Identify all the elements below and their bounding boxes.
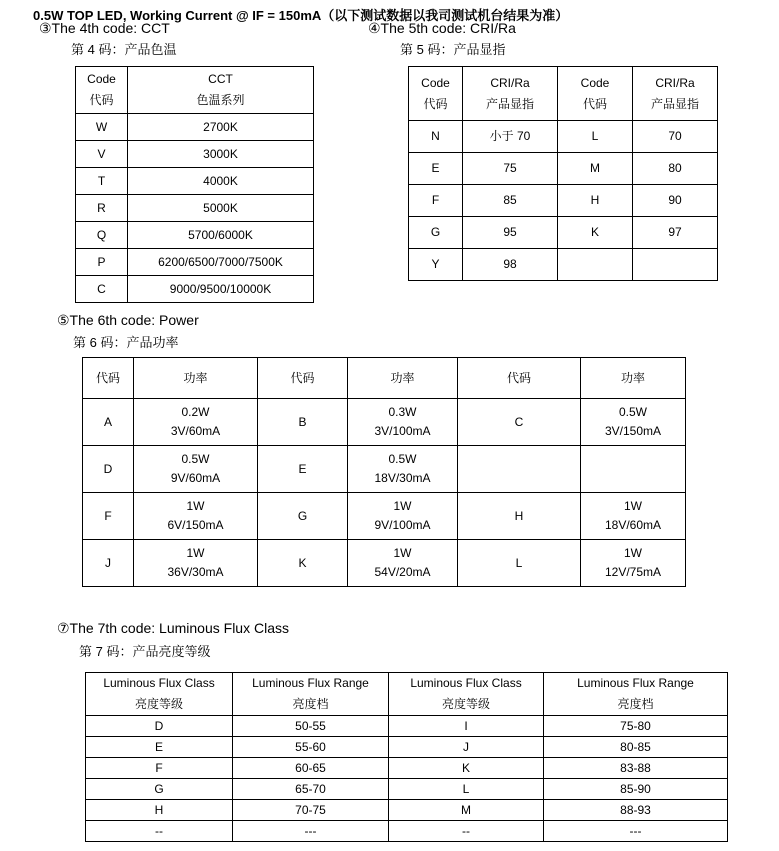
table-cell — [558, 217, 633, 249]
section-flux-title: ⑦The 7th code: Luminous Flux Class — [57, 620, 289, 636]
table-cell — [83, 446, 134, 493]
table-cell — [581, 540, 686, 587]
table-cell — [348, 446, 458, 493]
header-line: Code — [580, 75, 610, 90]
header-line: 功率 — [620, 370, 645, 385]
header-line: Luminous Flux Class — [410, 676, 522, 690]
power-table — [82, 357, 686, 587]
cell-line: 98 — [503, 257, 517, 271]
cell-line: L — [462, 781, 470, 796]
table-header-cell — [83, 358, 134, 399]
cell-line: 80 — [668, 161, 682, 175]
table-cell — [389, 821, 544, 842]
cell-line: 9000/9500/10000K — [169, 281, 272, 296]
cell-line: --- — [629, 823, 642, 838]
table-cell — [409, 121, 463, 153]
table-row — [76, 276, 314, 303]
section-flux-subtitle: 第 7 码：产品亮度等级 — [79, 644, 211, 659]
section-cri-subtitle: 第 5 码：产品显指 — [400, 42, 506, 57]
cell-line: 88-93 — [620, 802, 651, 817]
cell-line: D — [103, 461, 113, 476]
table-cell — [76, 168, 128, 195]
cell-line: P — [97, 254, 106, 269]
header-line: 代码 — [506, 370, 531, 385]
table-cell — [128, 141, 314, 168]
table-cell — [463, 185, 558, 217]
cell-line: 1W — [186, 499, 205, 513]
table-cell — [86, 821, 233, 842]
cell-line: J — [463, 739, 469, 754]
cell-line: 0.2W — [181, 405, 210, 419]
cell-line: 2700K — [203, 119, 238, 134]
cell-line: 70 — [668, 129, 682, 143]
table-cell — [544, 821, 728, 842]
cell-line: G — [430, 225, 441, 239]
table-header-cell — [76, 67, 128, 114]
header-line: Luminous Flux Class — [103, 676, 215, 690]
cell-line: 70-75 — [295, 802, 326, 817]
page-title: 0.5W TOP LED, Working Current @ IF = 150mA（以下测试数据以我司测试机台结果为准） — [33, 8, 569, 23]
table-cell — [633, 217, 718, 249]
table-cell — [76, 114, 128, 141]
table-header-cell — [458, 358, 581, 399]
cell-line: E — [154, 739, 163, 754]
table-cell — [463, 249, 558, 281]
table-cell — [76, 249, 128, 276]
cell-line: 9V/60mA — [170, 471, 221, 485]
table-cell — [134, 399, 258, 446]
cell-line: 6200/6500/7000/7500K — [158, 254, 283, 269]
table-cell — [86, 800, 233, 821]
cell-line: I — [464, 718, 468, 733]
table-row — [86, 758, 728, 779]
table-cell — [128, 114, 314, 141]
cell-line: 36V/30mA — [167, 565, 224, 579]
table-cell — [558, 121, 633, 153]
table-row — [76, 114, 314, 141]
cell-line: 3V/60mA — [170, 424, 221, 438]
cell-line: 5000K — [203, 200, 238, 215]
cell-line: M — [590, 161, 600, 175]
header-line: 色温系列 — [196, 93, 245, 107]
table-header-cell — [544, 673, 728, 716]
table-cell — [128, 195, 314, 222]
table-cell — [76, 222, 128, 249]
cell-line: F — [155, 760, 163, 775]
cct-table-container — [75, 66, 314, 303]
cell-line: 3V/150mA — [604, 424, 662, 438]
cell-line: Y — [431, 257, 440, 271]
table-cell — [544, 758, 728, 779]
cell-line: K — [298, 555, 307, 570]
table-header-cell — [134, 358, 258, 399]
table-cell — [233, 716, 389, 737]
cct-table — [75, 66, 314, 303]
cell-line: 1W — [186, 546, 205, 560]
table-row — [86, 800, 728, 821]
cell-line: G — [154, 781, 164, 796]
cell-line: N — [431, 129, 440, 143]
header-line: 亮度档 — [617, 697, 654, 711]
table-cell — [409, 185, 463, 217]
cell-line: Q — [96, 227, 107, 242]
table-header-row — [409, 67, 718, 121]
table-row — [409, 217, 718, 249]
section-cri-title: ④The 5th code: CRI/Ra — [368, 20, 516, 36]
table-row — [83, 493, 686, 540]
header-line: 代码 — [582, 96, 607, 111]
cell-line: H — [154, 802, 164, 817]
cell-line: 85-90 — [620, 781, 651, 796]
cell-line: D — [154, 718, 164, 733]
table-cell — [389, 800, 544, 821]
cell-line: 1W — [393, 499, 412, 513]
table-cell — [258, 446, 348, 493]
cell-line: 65-70 — [295, 781, 326, 796]
cell-line: B — [298, 414, 307, 429]
table-cell — [134, 493, 258, 540]
cell-line: 60-65 — [295, 760, 326, 775]
header-line: Luminous Flux Range — [577, 676, 694, 690]
table-row — [76, 141, 314, 168]
table-cell — [633, 121, 718, 153]
cell-line: F — [431, 193, 440, 207]
header-line: 亮度档 — [292, 697, 329, 711]
table-header-cell — [233, 673, 389, 716]
header-line: Luminous Flux Range — [252, 676, 369, 690]
cell-line: -- — [462, 823, 470, 838]
cell-line: C — [97, 281, 106, 296]
cell-line: 4000K — [203, 173, 238, 188]
table-row — [76, 195, 314, 222]
cell-line: H — [590, 193, 600, 207]
cell-line: 55-60 — [295, 739, 326, 754]
section-cct-title: ③The 4th code: CCT — [39, 20, 170, 36]
header-line: CRI/Ra — [655, 75, 695, 90]
cell-line: K — [461, 760, 470, 775]
cell-line: 0.3W — [388, 405, 417, 419]
cell-line: 6V/150mA — [167, 518, 224, 532]
cell-line: 小于 70 — [489, 129, 531, 143]
table-cell — [409, 217, 463, 249]
cell-line: E — [431, 161, 440, 175]
table-header-cell — [463, 67, 558, 121]
cell-line: 1W — [624, 546, 642, 560]
table-cell — [463, 121, 558, 153]
table-cell — [409, 153, 463, 185]
table-cell — [458, 399, 581, 446]
table-row — [83, 540, 686, 587]
table-cell — [128, 222, 314, 249]
table-header-row — [86, 673, 728, 716]
table-cell — [76, 195, 128, 222]
table-cell — [76, 276, 128, 303]
cell-line: 75 — [503, 161, 517, 175]
table-row — [76, 222, 314, 249]
cell-line: 95 — [503, 225, 517, 239]
cell-line: 3000K — [203, 146, 238, 161]
cell-line: 3V/100mA — [374, 424, 431, 438]
cell-line: 1W — [624, 499, 642, 513]
table-cell — [458, 540, 581, 587]
table-cell — [389, 716, 544, 737]
cell-line: L — [515, 555, 523, 570]
table-cell — [86, 758, 233, 779]
cell-line: 18V/30mA — [374, 471, 431, 485]
table-cell — [389, 779, 544, 800]
cell-line: 83-88 — [620, 760, 651, 775]
table-cell — [458, 446, 581, 493]
table-row — [86, 779, 728, 800]
header-line: 亮度等级 — [134, 697, 183, 711]
cell-line: C — [514, 414, 524, 429]
cell-line: F — [104, 508, 112, 523]
table-row — [86, 737, 728, 758]
table-cell — [134, 540, 258, 587]
header-line: Code — [87, 72, 116, 86]
table-header-cell — [581, 358, 686, 399]
cell-line: 0.5W — [618, 405, 647, 419]
header-line: CRI/Ra — [490, 75, 530, 90]
cell-line: A — [103, 414, 112, 429]
table-cell — [633, 153, 718, 185]
header-line: 产品显指 — [485, 96, 534, 111]
table-cell — [348, 540, 458, 587]
power-table-container — [82, 357, 686, 587]
table-cell — [558, 185, 633, 217]
table-cell — [86, 716, 233, 737]
table-header-cell — [389, 673, 544, 716]
flux-table-container — [85, 672, 728, 842]
table-cell — [463, 153, 558, 185]
table-cell — [258, 399, 348, 446]
table-cell — [581, 493, 686, 540]
cell-line: L — [591, 129, 599, 143]
table-cell — [409, 249, 463, 281]
table-cell — [233, 779, 389, 800]
section-cct-subtitle: 第 4 码：产品色温 — [71, 42, 177, 57]
cell-line: --- — [304, 823, 317, 838]
table-cell — [83, 399, 134, 446]
cell-line: 50-55 — [295, 718, 326, 733]
table-cell — [633, 249, 718, 281]
table-cell — [128, 249, 314, 276]
table-cell — [544, 800, 728, 821]
table-row — [409, 121, 718, 153]
table-header-cell — [128, 67, 314, 114]
table-row — [86, 821, 728, 842]
table-header-row — [83, 358, 686, 399]
section-power-subtitle: 第 6 码：产品功率 — [73, 335, 179, 350]
table-cell — [348, 493, 458, 540]
header-line: 代码 — [290, 370, 315, 385]
cell-line: 0.5W — [181, 452, 210, 466]
table-cell — [86, 737, 233, 758]
table-cell — [128, 276, 314, 303]
table-header-cell — [86, 673, 233, 716]
cell-line: T — [97, 173, 106, 188]
table-cell — [86, 779, 233, 800]
table-cell — [458, 493, 581, 540]
header-line: 代码 — [95, 370, 120, 385]
table-cell — [544, 716, 728, 737]
table-row — [409, 185, 718, 217]
table-header-cell — [409, 67, 463, 121]
table-cell — [258, 540, 348, 587]
table-cell — [463, 217, 558, 249]
header-line: 功率 — [183, 370, 208, 385]
cell-line: 80-85 — [620, 739, 651, 754]
cell-line: R — [97, 200, 106, 215]
table-cell — [76, 141, 128, 168]
table-cell — [233, 737, 389, 758]
cell-line: 5700/6000K — [188, 227, 253, 242]
cell-line: G — [297, 508, 308, 523]
table-header-row — [76, 67, 314, 114]
header-line: Code — [421, 75, 450, 90]
table-cell — [233, 758, 389, 779]
table-row — [83, 399, 686, 446]
cell-line: 97 — [668, 225, 682, 239]
cell-line: W — [95, 119, 108, 134]
table-cell — [558, 249, 633, 281]
cell-line: M — [461, 802, 471, 817]
cell-line: J — [105, 555, 111, 570]
cell-line: 75-80 — [620, 718, 651, 733]
table-row — [76, 168, 314, 195]
cell-line: 1W — [393, 546, 412, 560]
table-cell — [544, 779, 728, 800]
cell-line: V — [97, 146, 106, 161]
cell-line: -- — [155, 823, 163, 838]
table-row — [83, 446, 686, 493]
table-cell — [581, 446, 686, 493]
cell-line: 18V/60mA — [604, 518, 662, 532]
cell-line: 54V/20mA — [374, 565, 431, 579]
table-row — [409, 153, 718, 185]
table-row — [76, 249, 314, 276]
header-line: 代码 — [423, 96, 448, 111]
header-line: CCT — [208, 72, 233, 86]
header-line: 产品显指 — [650, 96, 699, 111]
cri-table — [408, 66, 718, 281]
table-cell — [633, 185, 718, 217]
cell-line: 12V/75mA — [604, 565, 662, 579]
table-cell — [544, 737, 728, 758]
cell-line: 0.5W — [388, 452, 417, 466]
table-cell — [233, 800, 389, 821]
table-header-cell — [558, 67, 633, 121]
cell-line: K — [590, 225, 599, 239]
table-header-cell — [258, 358, 348, 399]
cell-line: 90 — [668, 193, 682, 207]
table-cell — [348, 399, 458, 446]
table-cell — [83, 540, 134, 587]
header-line: 代码 — [89, 93, 114, 107]
header-line: 功率 — [390, 370, 415, 385]
table-cell — [258, 493, 348, 540]
table-cell — [558, 153, 633, 185]
table-row — [86, 716, 728, 737]
section-power-title: ⑤The 6th code: Power — [57, 312, 199, 328]
table-cell — [134, 446, 258, 493]
flux-table — [85, 672, 728, 842]
table-cell — [581, 399, 686, 446]
table-cell — [128, 168, 314, 195]
cell-line: H — [514, 508, 524, 523]
header-line: 亮度等级 — [441, 697, 490, 711]
table-row — [409, 249, 718, 281]
cell-line: E — [298, 461, 307, 476]
table-cell — [233, 821, 389, 842]
table-header-cell — [633, 67, 718, 121]
cri-table-container — [408, 66, 718, 281]
table-header-cell — [348, 358, 458, 399]
table-cell — [83, 493, 134, 540]
table-cell — [389, 758, 544, 779]
table-cell — [389, 737, 544, 758]
cell-line: 9V/100mA — [374, 518, 431, 532]
cell-line: 85 — [503, 193, 517, 207]
